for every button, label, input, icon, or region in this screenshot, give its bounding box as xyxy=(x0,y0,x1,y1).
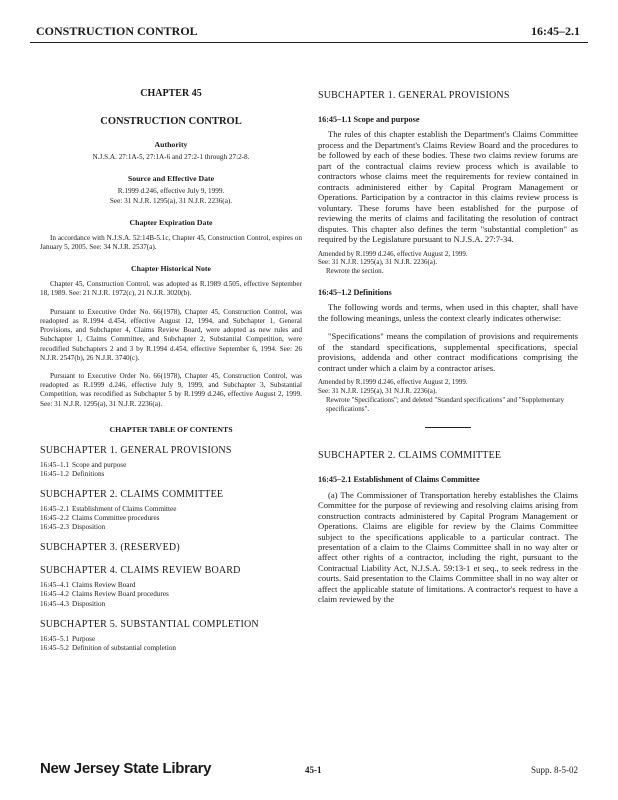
header-title: CONSTRUCTION CONTROL xyxy=(36,24,198,38)
toc-entry[interactable]: 16:45–2.1 Establishment of Claims Committee xyxy=(40,504,177,513)
section-1-2-heading: 16:45–1.2 Definitions xyxy=(318,287,392,297)
supplement-date: Supp. 8-5-02 xyxy=(531,765,578,775)
section-1-2-body: The following words and terms, when used in this chapter, shall have the following meanings, unless the context clearly indicates otherwise: xyxy=(318,302,578,323)
toc-subchapter-title: SUBCHAPTER 4. CLAIMS REVIEW BOARD xyxy=(40,565,241,577)
expiration-heading: Chapter Expiration Date xyxy=(129,217,213,227)
toc-entry[interactable]: 16:45–1.2 Definitions xyxy=(40,469,105,478)
toc-heading: CHAPTER TABLE OF CONTENTS xyxy=(109,424,233,434)
authority-text: N.J.S.A. 27:1A-5, 27:1A-6 and 27:2-1 through 27:2-8. xyxy=(92,153,250,162)
section-1-2-amendment: Amended by R.1999 d.246, effective August 2, 1999. See: 31 N.J.R. 1295(a), 31 N.J.R. 2236(a). Rewrote "Specifications"; and deleted "Standard specifications" and "Supplementary specifications". xyxy=(318,378,565,413)
subchapter-2-title: SUBCHAPTER 2. CLAIMS COMMITTEE xyxy=(318,450,502,462)
toc-subchapter-title: SUBCHAPTER 5. SUBSTANTIAL COMPLETION xyxy=(40,618,259,630)
section-2-1-body: (a) The Commissioner of Transportation hereby establishes the Claims Committee for the purpose of reviewing and resolving claims arising from construction contracts administered by Capital Program Management or Operations. Claims are eligible for review by the Claims Committee subject to the specifications applicable to a particular contract. The presentation of a claim to the Claims Committee shall in no way alter or affect other rights of a contractor, including the right, pursuant to the Contractual Liability Act, N.J.S.A. 59:13-1 et seq., to seek redress in the courts. Said presentation to the Claims Committee shall in no way alter or affect the applicable statute of limitations. A contractor's request to have a claim reviewed by the xyxy=(318,489,578,605)
section-2-1-heading: 16:45–2.1 Establishment of Claims Committee xyxy=(318,475,480,485)
toc-subchapter-title: SUBCHAPTER 3. (RESERVED) xyxy=(40,542,180,554)
toc-entry[interactable]: 16:45–4.1 Claims Review Board xyxy=(40,581,136,590)
section-1-1-amendment: Amended by R.1999 d.246, effective August 2, 1999. See: 31 N.J.R. 1295(a), 31 N.J.R. 2236(a). Rewrote the section. xyxy=(318,249,468,276)
page-footer xyxy=(40,760,578,782)
subchapter-1-title: SUBCHAPTER 1. GENERAL PROVISIONS xyxy=(318,90,510,101)
toc-entry[interactable]: 16:45–4.3 Disposition xyxy=(40,599,106,608)
expiration-text: In accordance with N.J.S.A. 52:14B-5.1c, Chapter 45, Construction Control, expires on January 5, 2005. See: 34 N.J.R. 2537(a). xyxy=(40,233,302,252)
chapter-number: CHAPTER 45 xyxy=(140,88,202,99)
running-header xyxy=(30,20,588,43)
history-paragraph-3: Pursuant to Executive Order No. 66(1978), Chapter 45, Construction Control, was readopted as R.1999 d.246, effective July 9, 1999, and Subchapter 3, Substantial Competition, was recodified as Subchapter 5 by R.1999 d.246, effective August 2, 1999. See: 31 N.J.R. 1295(a), 31 N.J.R. 2236(a). xyxy=(40,371,302,408)
toc-subchapter-title: SUBCHAPTER 2. CLAIMS COMMITTEE xyxy=(40,489,224,501)
definition-specifications: "Specifications" means the compilation of provisions and requirements of the standard specifications, supplemental specifications, special provisions, addenda and other contract modifications comprising the contract under which a claim by a contractor arises. xyxy=(318,331,578,373)
section-1-1-heading: 16:45–1.1 Scope and purpose xyxy=(318,114,420,124)
toc-entry[interactable]: 16:45–5.2 Definition of substantial completion xyxy=(40,643,177,652)
history-heading: Chapter Historical Note xyxy=(131,264,211,274)
right-column xyxy=(318,50,578,605)
source-text-1: R.1999 d.246, effective July 9, 1999. xyxy=(117,187,225,196)
table-of-contents xyxy=(40,445,302,653)
page-number: 45-1 xyxy=(305,765,322,775)
section-1-1-body: The rules of this chapter establish the Department's Claims Committee process and the Department's Claims Review Board and the procedures to be followed by each of these bodies. These two claims review forums are part of the contractual claims review process which is available to contractors whose claims meet the requirements for review contained in contracts administered either by Capital Program Management or Operations. Participation by a contractor in this claims review process is voluntary. These forums have been established for the purpose of reviewing the merits of claims and facilitating the resolution of contract disputes. This chapter also defines the term "substantial completion" as required by the Legislature pursuant to N.J.S.A. 27:7-34. xyxy=(318,129,578,245)
history-paragraph-1: Chapter 45, Construction Control, was adopted as R.1989 d.505, effective September 18, 1989. See: 21 N.J.R. 1972(c), 21 N.J.R. 3020(b). xyxy=(40,280,302,298)
source-text-2: See: 31 N.J.R. 1295(a), 31 N.J.R. 2236(a). xyxy=(109,196,233,205)
header-section-range: 16:45–2.1 xyxy=(531,24,580,38)
chapter-title: CONSTRUCTION CONTROL xyxy=(100,115,242,127)
toc-entry[interactable]: 16:45–1.1 Scope and purpose xyxy=(40,460,127,469)
toc-entry[interactable]: 16:45–5.1 Purpose xyxy=(40,634,96,643)
authority-heading: Authority xyxy=(154,140,188,150)
source-heading: Source and Effective Date xyxy=(127,174,215,184)
history-paragraph-2: Pursuant to Executive Order No. 66(1978), Chapter 45, Construction Control, was readopted as R.1994 d.454, effective August 12, 1994, and Subchapter 1, General Provisions, and Subchapter 4, Claims Review Board, were adopted as new rules and Subchapter 1, Claims Committee, and Subchapter 2, Substantial Competition, were recodified Subchapters 2 and 3 by R.1994 d.454, effective September 6, 1994. See: 26 N.J.R. 2547(b), 26 N.J.R. 3740(c). xyxy=(40,307,302,362)
toc-entry[interactable]: 16:45–4.2 Claims Review Board procedures xyxy=(40,590,169,599)
left-column xyxy=(40,50,302,653)
toc-entry[interactable]: 16:45–2.3 Disposition xyxy=(40,523,106,532)
toc-entry[interactable]: 16:45–2.2 Claims Committee procedures xyxy=(40,514,160,523)
section-divider xyxy=(425,427,471,428)
library-logo-text: New Jersey State Library xyxy=(40,760,212,777)
toc-subchapter-title: SUBCHAPTER 1. GENERAL PROVISIONS xyxy=(40,444,232,456)
